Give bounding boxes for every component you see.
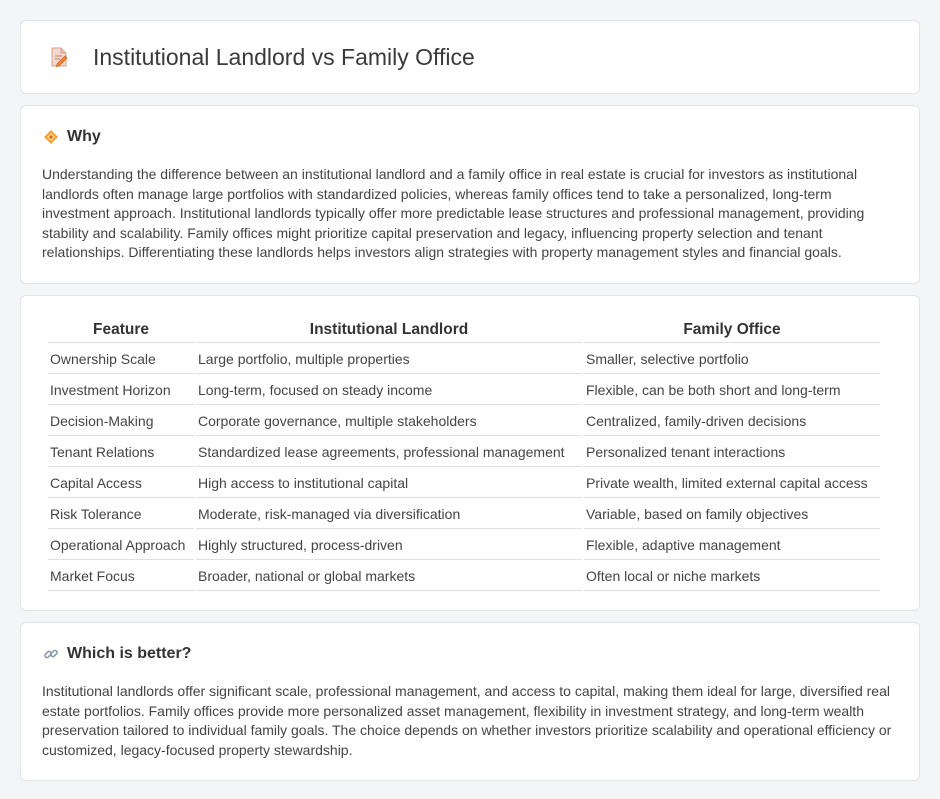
- cell-institutional-landlord: Large portfolio, multiple properties: [196, 345, 582, 374]
- document-edit-icon: [47, 45, 71, 69]
- table-row: [48, 531, 880, 560]
- header-institutional-landlord: Institutional Landlord: [196, 318, 582, 343]
- cell-family-office: Centralized, family-driven decisions: [584, 407, 880, 436]
- cell-family-office: Private wealth, limited external capital access: [584, 469, 880, 498]
- table-row: [48, 376, 880, 405]
- cell-family-office: Flexible, can be both short and long-term: [584, 376, 880, 405]
- link-icon: [42, 645, 60, 663]
- cell-feature: Capital Access: [48, 469, 194, 498]
- header-feature: Feature: [48, 318, 194, 343]
- cell-institutional-landlord: Broader, national or global markets: [196, 562, 582, 591]
- table-body: [48, 345, 880, 591]
- which-better-section: [20, 622, 920, 781]
- table-row: [48, 562, 880, 591]
- table-row: [48, 500, 880, 529]
- cell-institutional-landlord: Long-term, focused on steady income: [196, 376, 582, 405]
- table-header-row: [48, 318, 880, 343]
- cell-feature: Tenant Relations: [48, 438, 194, 467]
- cell-institutional-landlord: Corporate governance, multiple stakeholders: [196, 407, 582, 436]
- why-text: Understanding the difference between an institutional landlord and a family office in real estate is crucial for investors as institutional landlords often manage large portfolios with standardized policies, whereas family offices tend to take a personalized, long-term investment approach. Institutional landlords typically offer more predictable lease structures and professional management, providing stability and scalability. Family offices might prioritize capital preservation and legacy, influencing property selection and tenant relationships. Differentiating these landlords helps investors align strategies with property management styles and financial goals.: [42, 166, 865, 261]
- cell-institutional-landlord: Standardized lease agreements, professional management: [196, 438, 582, 467]
- table-row: [48, 438, 880, 467]
- comparison-table: [46, 316, 882, 593]
- cell-family-office: Variable, based on family objectives: [584, 500, 880, 529]
- why-header: [42, 128, 898, 146]
- cell-family-office: Often local or niche markets: [584, 562, 880, 591]
- page-title: Institutional Landlord vs Family Office: [93, 43, 475, 70]
- cell-institutional-landlord: Moderate, risk-managed via diversification: [196, 500, 582, 529]
- why-section: [20, 105, 920, 284]
- why-title: Why: [67, 128, 101, 145]
- comparison-card: [20, 295, 920, 611]
- cell-family-office: Smaller, selective portfolio: [584, 345, 880, 374]
- cell-institutional-landlord: Highly structured, process-driven: [196, 531, 582, 560]
- table-row: [48, 345, 880, 374]
- header-card: [20, 20, 920, 94]
- cell-family-office: Personalized tenant interactions: [584, 438, 880, 467]
- diamond-icon: [42, 128, 60, 146]
- cell-institutional-landlord: High access to institutional capital: [196, 469, 582, 498]
- cell-feature: Ownership Scale: [48, 345, 194, 374]
- which-better-title: Which is better?: [67, 645, 192, 662]
- cell-feature: Investment Horizon: [48, 376, 194, 405]
- which-better-text: Institutional landlords offer significant scale, professional management, and access to capital, making them ideal for large, diversified real estate portfolios. Family offices provide more personalized asset management, flexibility in investment strategy, and long-term wealth preservation tailored to individual family goals. The choice depends on whether investors prioritize scalability and operational efficiency or customized, legacy-focused property stewardship.: [42, 683, 892, 758]
- cell-feature: Decision-Making: [48, 407, 194, 436]
- table-row: [48, 469, 880, 498]
- cell-feature: Operational Approach: [48, 531, 194, 560]
- which-better-header: [42, 645, 898, 663]
- cell-feature: Risk Tolerance: [48, 500, 194, 529]
- header-family-office: Family Office: [584, 318, 880, 343]
- table-row: [48, 407, 880, 436]
- cell-feature: Market Focus: [48, 562, 194, 591]
- cell-family-office: Flexible, adaptive management: [584, 531, 880, 560]
